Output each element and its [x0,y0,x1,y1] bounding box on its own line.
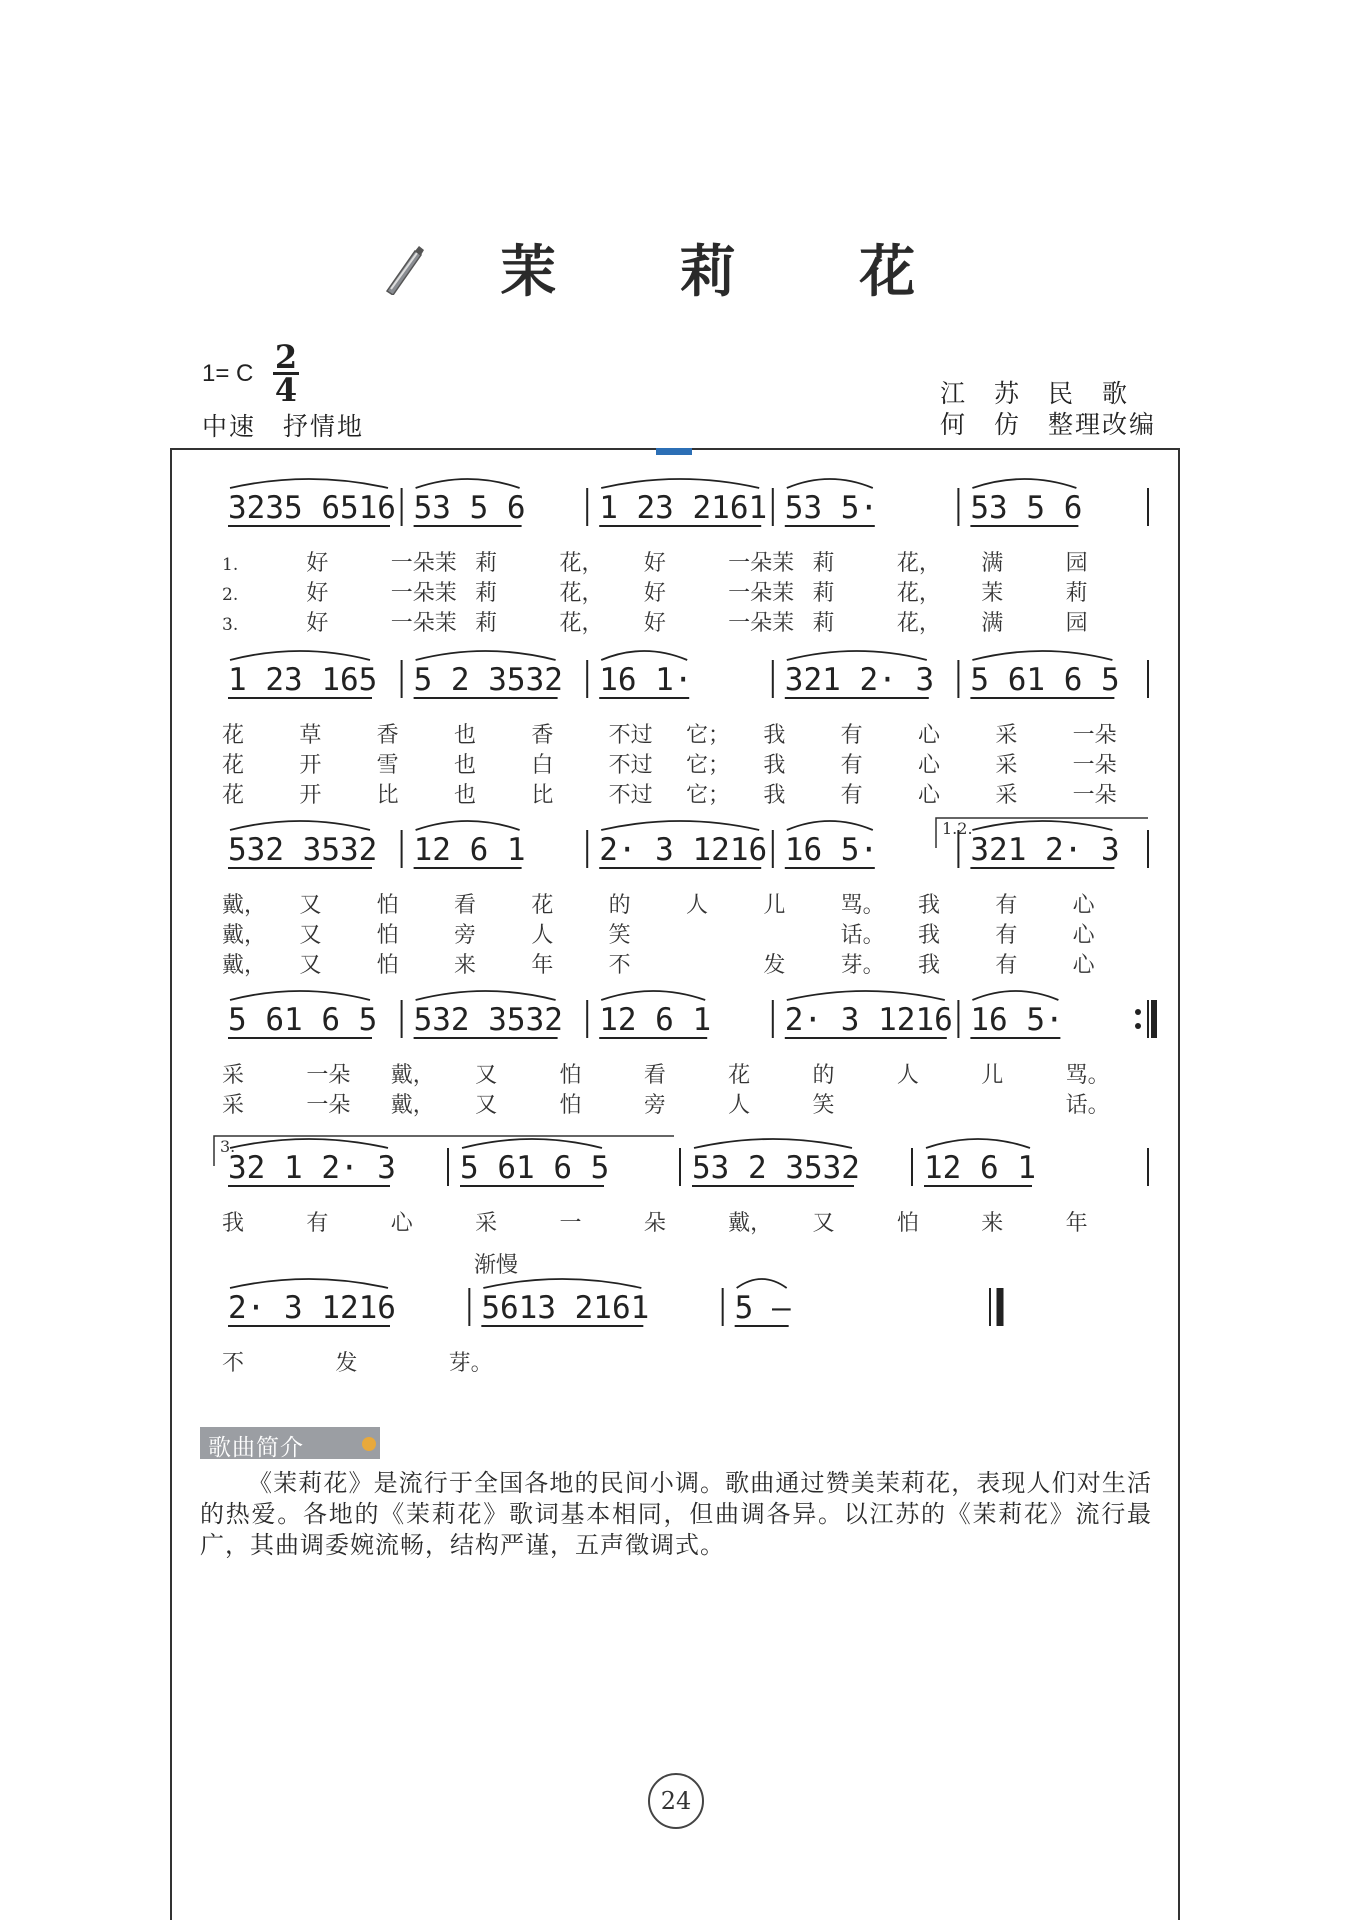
slur [972,991,1058,1000]
lyric-word: 又 [299,953,322,978]
lyric-word: 戴， [728,1211,773,1236]
measure-notes: 5613 2161 [481,1290,650,1326]
measure-notes: 5 2 3532 [413,662,563,698]
lyric-word: 满 [981,551,1004,576]
lyric-word: 人 [686,893,709,918]
lyric-word: 比 [531,783,554,808]
slur [694,1139,852,1148]
measure-notes: 321 2· 3 [970,832,1120,868]
lyric-word: 骂。 [840,893,885,918]
time-signature-bottom: 4 [274,371,298,409]
slur [601,991,705,1000]
lyric-word: 一朵 [306,1063,351,1088]
slur [230,479,388,488]
measure-notes: 12 6 1 [413,832,526,868]
lyric-word: 心 [390,1211,413,1236]
slur [230,651,370,660]
lyric-word: 采 [475,1211,498,1236]
slur [601,651,687,660]
lyric-word: 花 [222,723,245,748]
lyric-word: 的 [608,893,631,918]
lyric-word: 一朵茉 [728,551,795,576]
slur [483,1279,641,1288]
song-title: 茉 莉 花 [500,239,968,305]
lyric-word: 莉 [812,611,835,636]
lyric-word: 白 [531,753,554,778]
volta-label: 3. [220,1137,236,1156]
measure-notes: 32 1 2· 3 [228,1150,396,1186]
lyric-word: 来 [454,953,477,978]
lyric-word: 戴， [222,953,267,978]
lyric-word: 心 [918,753,941,778]
slur [230,991,370,1000]
measure-notes: 2· 3 1216 [599,832,768,868]
lyric-word: 一朵 [1072,783,1117,808]
time-signature-top: 2 [274,338,298,376]
lyric-word: 也 [454,783,477,808]
slur [416,991,556,1000]
measure-notes: 1 23 165 [228,662,378,698]
lyric-word: 发 [335,1351,358,1376]
lyric-word: 有 [840,753,863,778]
repeat-dot [1135,1009,1141,1015]
lyric-word: 花， [559,611,604,636]
lyric-word: 又 [475,1093,498,1118]
bullet-dot-icon [362,1437,376,1451]
measure-notes: 5 61 6 5 [228,1002,378,1038]
lyric-word: 满 [981,611,1004,636]
lyric-word: 采 [995,783,1018,808]
lyric-word: 有 [995,923,1018,948]
measure-notes: 5 61 6 5 [970,662,1120,698]
slur [972,821,1112,830]
lyric-word: 采 [222,1063,245,1088]
lyric-word: 有 [995,953,1018,978]
lyric-word: 不 [222,1351,245,1376]
lyric-word: 茉 [981,581,1004,606]
lyric-word: 旁 [643,1093,666,1118]
expression-mark: 渐慢 [474,1253,519,1278]
lyric-word: 心 [1072,923,1095,948]
measure-notes: 53 2 3532 [692,1150,860,1186]
measure-notes: 2· 3 1216 [228,1290,396,1326]
slur [787,651,927,660]
lyric-word: 香 [376,723,399,748]
lyric-word: 旁 [454,923,477,948]
slur [787,821,873,830]
tempo-marking: 中速 抒情地 [202,412,365,441]
lyric-word: 1. [222,555,239,575]
lyric-word: 好 [643,551,666,576]
lyric-word: 莉 [475,581,498,606]
measure-notes: 1 23 2161 [599,490,768,526]
lyric-word: 2. [222,585,239,605]
lyric-word: 芽。 [448,1351,493,1376]
lyric-word: 年 [1065,1211,1088,1236]
lyric-word: 不过 [608,723,653,748]
lyric-word: 一朵茉 [390,611,457,636]
lyric-word: 朵 [643,1211,666,1236]
slur [926,1139,1030,1148]
lyric-word: 心 [918,723,941,748]
lyric-word: 心 [1072,953,1095,978]
lyric-word: 一朵 [1072,723,1117,748]
lyric-word: 儿 [763,893,786,918]
lyric-word: 有 [840,723,863,748]
lyric-word: 一朵 [1072,753,1117,778]
lyric-word: 一朵茉 [390,551,457,576]
slur [972,651,1112,660]
lyric-word: 采 [222,1093,245,1118]
lyric-word: 又 [299,893,322,918]
lyric-word: 好 [306,611,329,636]
lyric-word: 笑 [812,1093,835,1118]
volta-label: 1.2. [942,819,973,838]
measure-notes: 53 5· [784,490,879,526]
lyric-word: 草 [299,723,322,748]
lyric-word: 戴， [390,1063,435,1088]
lyric-word: 我 [763,783,786,808]
lyric-word: 我 [763,723,786,748]
lyric-word: 好 [643,611,666,636]
lyric-word: 怕 [376,953,399,978]
lyric-word: 花， [896,611,941,636]
lyric-word: 它； [686,753,731,778]
lyric-word: 戴， [222,923,267,948]
lyric-word: 比 [376,783,399,808]
lyric-word: 采 [995,753,1018,778]
lyric-word: 我 [222,1211,245,1236]
slur [230,1139,388,1148]
measure-notes: 3235 6516 [228,490,396,526]
measure-notes: 16 5· [970,1002,1064,1038]
slur [787,991,945,1000]
lyric-word: 怕 [376,923,399,948]
measure-notes: 53 5 6 [970,490,1083,526]
lyric-word: 我 [918,893,941,918]
lyric-word: 开 [299,753,322,778]
lyric-word: 又 [475,1063,498,1088]
lyric-word: 话。 [1065,1093,1110,1118]
lyric-word: 戴， [222,893,267,918]
measure-notes: 53 5 6 [413,490,526,526]
lyric-word: 我 [763,753,786,778]
measure-notes: 12 6 1 [924,1150,1036,1186]
lyric-word: 年 [531,953,554,978]
measure-notes: 16 5· [784,832,879,868]
intro-text: 《茉莉花》是流行于全国各地的民间小调。歌曲通过赞美茉莉花，表现人们对生活的热爱。各地的《茉莉花》歌词基本相同，但曲调各异。以江苏的《茉莉花》流行最广，其曲调委婉流畅，结构严谨，五声徵调式。 [200,1469,1152,1559]
lyric-word: 一朵 [306,1093,351,1118]
measure-notes: 2· 3 1216 [784,1002,953,1038]
lyric-word: 花， [559,581,604,606]
lyric-word: 花， [896,581,941,606]
lyric-word: 莉 [475,611,498,636]
slur [462,1139,602,1148]
lyric-word: 芽。 [840,953,885,978]
lyric-word: 我 [918,923,941,948]
repeat-dot [1135,1023,1141,1029]
lyric-word: 花， [896,551,941,576]
page-number: 24 [648,1773,704,1829]
arranger-credit: 何 仿 整理改编 [940,410,1157,439]
lyric-word: 好 [306,551,329,576]
lyric-word: 也 [454,723,477,748]
lyric-word: 一朵茉 [390,581,457,606]
lyric-word: 雪 [376,753,399,778]
lyric-word: 不 [608,953,631,978]
lyric-word: 好 [306,581,329,606]
lyric-word: 的 [812,1063,835,1088]
lyric-word: 骂。 [1065,1063,1110,1088]
key-signature: 1= C [202,359,254,387]
lyric-word: 来 [981,1211,1004,1236]
measure-notes: 16 1· [599,662,693,698]
lyric-word: 人 [728,1093,751,1118]
lyric-word: 怕 [376,893,399,918]
intro-header [200,1427,380,1459]
lyric-word: 一朵茉 [728,611,795,636]
slur [416,821,520,830]
lyric-word: 心 [918,783,941,808]
lyric-word: 怕 [559,1063,582,1088]
lyric-word: 笑 [608,923,631,948]
lyric-word: 开 [299,783,322,808]
slur [230,821,370,830]
lyric-word: 心 [1072,893,1095,918]
lyric-word: 有 [306,1211,329,1236]
lyric-word: 又 [299,923,322,948]
song-origin: 江 苏 民 歌 [940,379,1130,408]
lyric-word: 它； [686,723,731,748]
lyric-word: 我 [918,953,941,978]
lyric-word: 它； [686,783,731,808]
lyric-word: 园 [1065,551,1088,576]
measure-notes: 5 — [734,1290,791,1326]
lyric-word: 莉 [812,581,835,606]
lyric-word: 不过 [608,783,653,808]
lyric-word: 一朵茉 [728,581,795,606]
measure-notes: 532 3532 [228,832,378,868]
measure-notes: 12 6 1 [599,1002,712,1038]
lyric-word: 怕 [559,1093,582,1118]
lyric-word: 花， [559,551,604,576]
lyric-word: 戴， [390,1093,435,1118]
lyric-word: 花 [222,753,245,778]
measure-notes: 532 3532 [413,1002,563,1038]
lyric-word: 3. [222,615,239,635]
intro-title: 歌曲简介 [208,1435,304,1461]
lyric-word: 人 [896,1063,919,1088]
lyric-word: 莉 [812,551,835,576]
slur [601,479,759,488]
measure-notes: 321 2· 3 [784,662,935,698]
lyric-word: 采 [995,723,1018,748]
lyric-word: 花 [222,783,245,808]
lyric-word: 莉 [1065,581,1088,606]
lyric-word: 儿 [981,1063,1004,1088]
lyric-word: 莉 [475,551,498,576]
lyric-word: 发 [763,953,786,978]
lyric-word: 人 [531,923,554,948]
measure-notes: 5 61 6 5 [460,1150,610,1186]
lyric-word: 一 [559,1211,582,1236]
lyric-word: 香 [531,723,554,748]
lyric-word: 有 [840,783,863,808]
lyric-word: 又 [812,1211,835,1236]
slur [230,1279,388,1288]
slur [416,651,556,660]
slur [737,1279,787,1288]
lyric-word: 也 [454,753,477,778]
lyric-word: 话。 [840,923,885,948]
lyric-word: 园 [1065,611,1088,636]
lyric-word: 有 [995,893,1018,918]
lyric-word: 不过 [608,753,653,778]
lyric-word: 看 [643,1063,666,1088]
slur [787,479,873,488]
lyric-word: 花 [728,1063,751,1088]
slur [601,821,759,830]
slur [972,479,1076,488]
lyric-word: 怕 [896,1211,919,1236]
lyric-word: 好 [643,581,666,606]
slur [416,479,520,488]
lyric-word: 花 [531,893,554,918]
lyric-word: 看 [454,893,477,918]
